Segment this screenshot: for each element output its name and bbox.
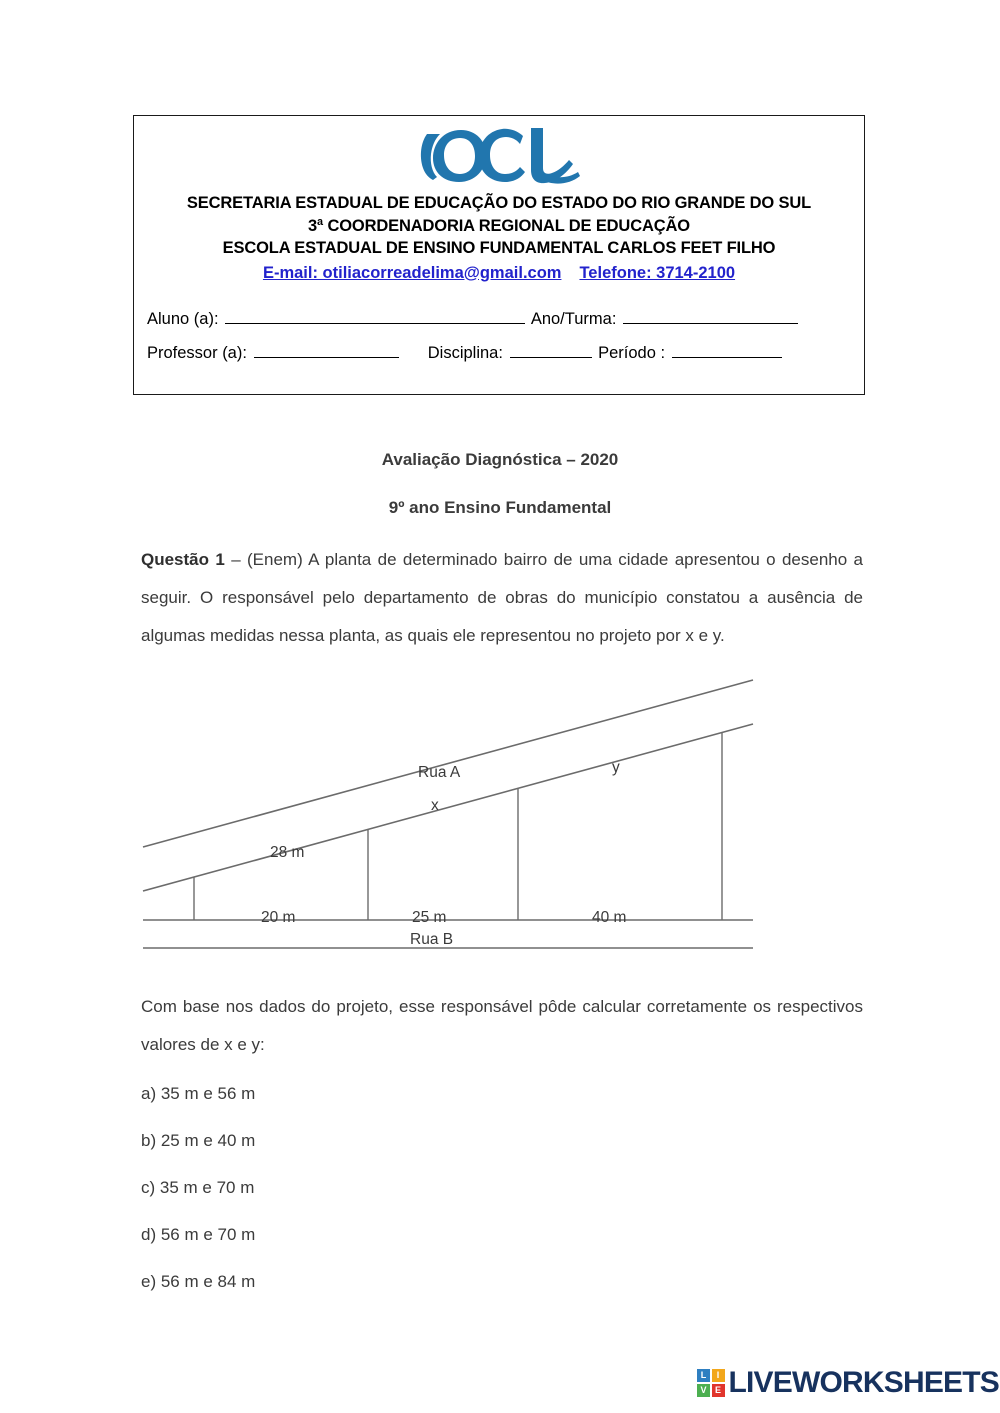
ano-turma-input-blank[interactable] (623, 308, 798, 324)
liveworksheets-logo[interactable] (697, 1366, 999, 1400)
disciplina-input-blank[interactable] (510, 342, 592, 358)
x-label: x (431, 797, 439, 814)
segment-25m-label: 25 m (412, 909, 447, 926)
rua-b-label: Rua B (410, 931, 454, 948)
school-name-lines (134, 192, 864, 260)
school-line-1: SECRETARIA ESTADUAL DE EDUCAÇÃO DO ESTADO DO RIO GRANDE DO SUL (186, 194, 812, 212)
block-letter-v: V (697, 1384, 710, 1397)
street-plan-diagram (135, 672, 775, 967)
block-letter-l: L (697, 1369, 710, 1382)
professor-input-blank[interactable] (254, 342, 399, 358)
school-line-3: ESCOLA ESTADUAL DE ENSINO FUNDAMENTAL CARLOS FEET FILHO (222, 239, 776, 257)
periodo-label: Período : (598, 343, 666, 362)
aluno-label: Aluno (a): (147, 309, 219, 328)
disciplina-label: Disciplina: (427, 343, 503, 362)
page-title: Avaliação Diagnóstica – 2020 (381, 450, 619, 469)
periodo-input-blank[interactable] (672, 342, 782, 358)
page-subtitle: 9º ano Ensino Fundamental (388, 498, 612, 517)
question-body: – (Enem) A planta de determinado bairro de uma cidade apresentou o desenho a seguir. O responsável pelo departamento de obras do município constatou a ausência de algumas medidas nessa planta, as quais ele representou no projeto por x e y. (141, 550, 863, 645)
segment-28m-label: 28 m (270, 844, 305, 861)
form-row-aluno (147, 302, 852, 336)
rua-a-lower-edge (143, 724, 753, 891)
block-letter-e: E (712, 1384, 725, 1397)
school-line-2: 3ª COORDENADORIA REGIONAL DE EDUCAÇÃO (308, 216, 690, 235)
option-c[interactable]: c) 35 m e 70 m (141, 1178, 255, 1197)
y-label: y (612, 759, 620, 776)
ano-turma-label: Ano/Turma: (530, 309, 617, 328)
option-d[interactable]: d) 56 m e 70 m (141, 1225, 256, 1244)
option-e[interactable]: e) 56 m e 84 m (141, 1272, 256, 1291)
phone-link[interactable]: Telefone: 3714-2100 (579, 263, 736, 282)
form-row-professor (147, 336, 852, 370)
contact-line (134, 262, 864, 285)
segment-20m-label: 20 m (261, 909, 296, 926)
question-number: Questão 1 (141, 550, 225, 569)
street-plan-svg (135, 672, 775, 967)
option-a[interactable]: a) 35 m e 56 m (141, 1084, 256, 1103)
liveworksheets-blocks-icon (697, 1369, 725, 1397)
liveworksheets-wordmark: LIVEWORKSHEETS (728, 1366, 999, 1399)
aluno-input-blank[interactable] (225, 308, 525, 324)
ocl-logo-icon (415, 122, 583, 188)
professor-label: Professor (a): (147, 343, 247, 362)
rua-a-label: Rua A (418, 764, 461, 781)
option-b[interactable]: b) 25 m e 40 m (141, 1131, 256, 1150)
block-letter-i: I (712, 1369, 725, 1382)
school-logo (134, 116, 864, 188)
question-paragraph (141, 541, 863, 655)
answer-options-list (141, 1070, 863, 1305)
segment-40m-label: 40 m (592, 909, 627, 926)
email-link[interactable]: E-mail: otiliacorreadelima@gmail.com (262, 263, 562, 282)
school-header-box (133, 115, 865, 395)
student-form-fields (134, 302, 864, 370)
prompt-paragraph: Com base nos dados do projeto, esse responsável pôde calcular corretamente os respectivos valores de x e y: (141, 997, 863, 1054)
